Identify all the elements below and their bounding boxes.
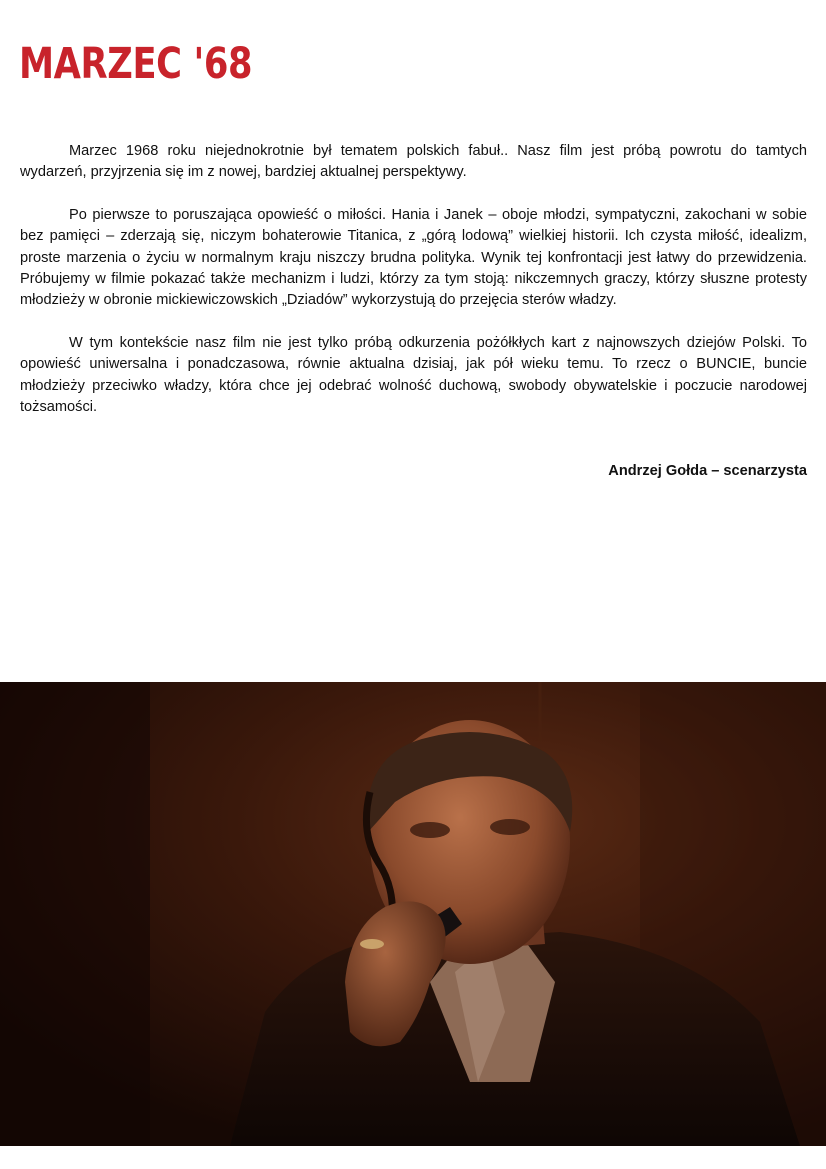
paragraph-love-story: Po pierwsze to poruszająca opowieść o miłości. Hania i Janek – oboje młodzi, sympatyczni, zakochani w sobie bez pamięci – zderzają się, niczym bohaterowie Titanica, z „górą lodową” wielkiej historii. Ich czysta miłość, idealizm, proste marzenia o życiu w normalnym kraju niszczy brudna polityka. Wynik tej konfrontacji jest łatwy do przewidzenia. Próbujemy w filmie pokazać także mechanizm i ludzi, którzy za tym stoją: nikczemnych graczy, którzy słuszne protesty młodzieży w obronie mickiewiczowskich „Dziadów” wykorzystują do przejęcia sterów władzy. (20, 206, 807, 309)
paragraph-intro: Marzec 1968 roku niejednokrotnie był tematem polskich fabuł.. Nasz film jest próbą powrotu do tamtych wydarzeń, przyjrzenia się im z nowej, bardziej aktualnej perspektywy. (20, 143, 807, 181)
film-still-illustration (0, 682, 826, 1146)
paragraph-context: W tym kontekście nasz film nie jest tylko próbą odkurzenia pożółkłych kart z najnowszych dziejów Polski. To opowieść uniwersalna i ponadczasowa, równie aktualna dzisiaj, jak pół wieku temu. To rzecz o BUNCIE, buncie młodzieży przeciwko władzy, która chce jej odebrać wolność duchową, swobody obywatelskie i poczucie narodowej tożsamości. (20, 334, 807, 416)
author-signature: Andrzej Gołda – scenarzysta (608, 463, 807, 479)
film-still-photo (0, 682, 826, 1146)
page-title: MARZEC '68 (19, 39, 253, 89)
article-body (20, 141, 807, 439)
